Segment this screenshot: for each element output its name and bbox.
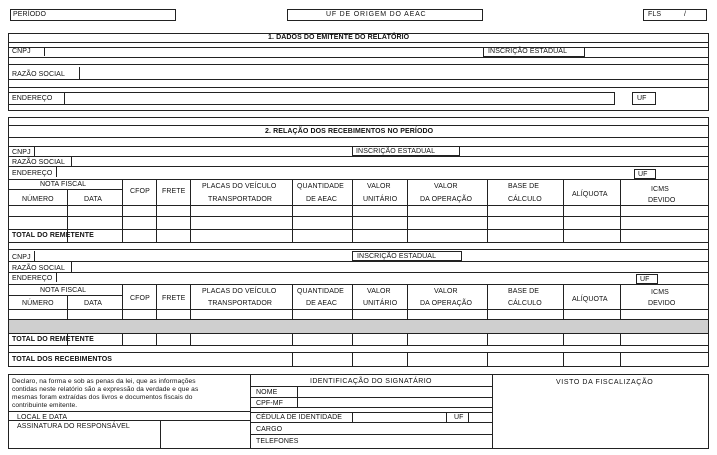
section1-title: 1. DADOS DO EMITENTE DO RELATÓRIO [268,34,410,41]
s2b-vop-header-2: DA OPERAÇÃO [420,300,473,307]
s1-endereco-label: ENDEREÇO [12,95,53,102]
s2b-base-header-2: CÁLCULO [508,300,542,307]
telefones-label: TELEFONES [256,438,299,445]
uf-origem-label: UF DE ORIGEM DO AEAC [326,11,427,18]
s2a-base-header-1: BASE DE [508,183,540,190]
periodo-label: PERÍODO [13,11,46,18]
s1-inscricao-label: INSCRIÇÃO ESTADUAL [488,48,568,55]
s2b-placas-header-1: PLACAS DO VEÍCULO [202,288,277,295]
s2b-icms-header-1: ICMS [651,289,669,296]
s2a-valor-header-1: VALOR [367,183,391,190]
s1-uf-label: UF [637,95,647,102]
s2b-placas-header-2: TRANSPORTADOR [208,300,273,307]
s1-cnpj-label: CNPJ [12,48,31,55]
s2a-icms-header-2: DEVIDO [648,197,676,204]
s2b-qtd-header-2: DE AEAC [306,300,338,307]
s2a-icms-header-1: ICMS [651,186,669,193]
s2a-numero-header: NÚMERO [22,196,54,203]
s2a-cfop-header: CFOP [130,188,150,195]
s2b-aliquota-header: ALÍQUOTA [572,296,608,303]
s2a-razao-label: RAZÃO SOCIAL [12,159,65,166]
s2b-frete-header: FRETE [162,295,186,302]
s2b-vop-header-1: VALOR [434,288,458,295]
s2b-data-header: DATA [84,300,103,307]
cargo-label: CARGO [256,426,283,433]
s2a-endereco-label: ENDEREÇO [12,170,53,177]
declaracao-line-3: mesmas foram extraídas dos livros e documentos fiscais do [12,394,193,401]
fls-label: FLS [648,11,662,18]
s2a-data-header: DATA [84,196,103,203]
ident-title: IDENTIFICAÇÃO DO SIGNATÁRIO [310,378,432,385]
total-recebimentos-label: TOTAL DOS RECEBIMENTOS [12,356,113,363]
s2a-aliquota-header: ALÍQUOTA [572,191,608,198]
s2a-placas-header-1: PLACAS DO VEÍCULO [202,183,277,190]
nome-label: NOME [256,389,278,396]
s2a-cnpj-label: CNPJ [12,149,31,156]
local-data-label: LOCAL E DATA [17,414,68,421]
s2b-cfop-header: CFOP [130,295,150,302]
assinatura-label: ASSINATURA DO RESPONSÁVEL [17,423,130,430]
shaded-row [9,319,708,333]
s2b-endereco-label: ENDEREÇO [12,275,53,282]
visto-label: VISTO DA FISCALIZAÇÃO [556,379,654,386]
s2a-nota-fiscal-header: NOTA FISCAL [40,181,87,188]
s1-endereco-field[interactable] [8,92,615,105]
cpf-label: CPF-MF [256,400,284,407]
cedula-label: CÉDULA DE IDENTIDADE [256,414,343,421]
s2b-numero-header: NÚMERO [22,300,54,307]
fls-separator: / [684,11,687,18]
section2-title: 2. RELAÇÃO DOS RECEBIMENTOS NO PERÍODO [265,128,434,135]
s2b-uf-label: UF [640,276,650,283]
s2a-vop-header-2: DA OPERAÇÃO [420,196,473,203]
declaracao-line-1: Declaro, na forma e sob as penas da lei, que as informações [12,378,196,385]
s1-razao-label: RAZÃO SOCIAL [12,71,65,78]
s2a-vop-header-1: VALOR [434,183,458,190]
s2b-valor-header-2: UNITÁRIO [363,300,398,307]
s2b-inscricao-label: INSCRIÇÃO ESTADUAL [357,253,437,260]
ident-uf-label: UF [454,414,464,421]
declaracao-line-4: contribuinte emitente. [12,402,78,409]
s2b-valor-header-1: VALOR [367,288,391,295]
s2b-cnpj-label: CNPJ [12,254,31,261]
s2a-valor-header-2: UNITÁRIO [363,196,398,203]
s2b-qtd-header-1: QUANTIDADE [297,288,344,295]
s2a-inscricao-label: INSCRIÇÃO ESTADUAL [356,148,436,155]
s2b-nota-fiscal-header: NOTA FISCAL [40,287,87,294]
s2a-base-header-2: CÁLCULO [508,196,542,203]
declaracao-line-2: contidas neste relatório são a expressão da verdade e que as [12,386,199,393]
s2b-icms-header-2: DEVIDO [648,300,676,307]
s2b-total-remetente-label: TOTAL DO REMETENTE [12,336,94,343]
s2a-uf-label: UF [638,171,648,178]
s2b-base-header-1: BASE DE [508,288,540,295]
s2a-total-remetente-label: TOTAL DO REMETENTE [12,232,94,239]
s2a-frete-header: FRETE [162,188,186,195]
s2a-qtd-header-1: QUANTIDADE [297,183,344,190]
s2a-placas-header-2: TRANSPORTADOR [208,196,273,203]
s2a-qtd-header-2: DE AEAC [306,196,338,203]
s2b-razao-label: RAZÃO SOCIAL [12,265,65,272]
